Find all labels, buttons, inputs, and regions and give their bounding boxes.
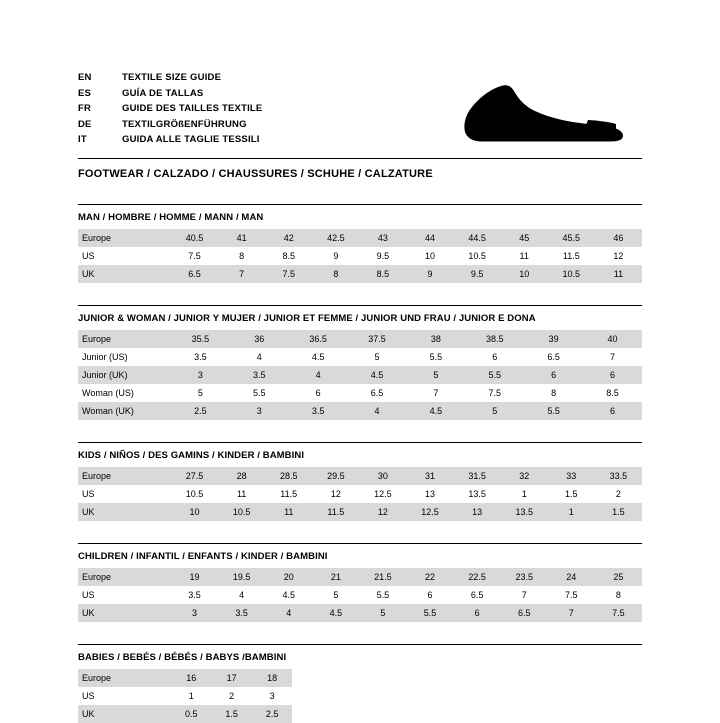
size-cell: 8 <box>551 388 557 398</box>
size-cell: 13.5 <box>501 503 548 521</box>
size-cell: 5.5 <box>253 388 266 398</box>
size-table-babies <box>78 669 292 723</box>
language-row <box>78 134 262 150</box>
size-cell: 44 <box>406 229 453 247</box>
size-cell: 25 <box>595 568 642 586</box>
size-cell: 35.5 <box>171 330 230 348</box>
size-cell: 30 <box>359 467 406 485</box>
section-babies <box>78 644 642 723</box>
size-cell: 27.5 <box>171 467 218 485</box>
row-label: Europe <box>78 330 171 348</box>
size-cell: 6 <box>315 388 321 398</box>
table-row <box>78 265 642 283</box>
size-cell: 2 <box>615 489 621 499</box>
size-cell: 7 <box>218 265 265 283</box>
size-cell: 13.5 <box>468 489 486 499</box>
size-cell: 8 <box>312 265 359 283</box>
size-cell: 7 <box>433 388 439 398</box>
size-table-body <box>78 467 642 521</box>
size-cell: 31.5 <box>454 467 501 485</box>
size-cell: 6.5 <box>470 590 484 600</box>
size-cell: 40 <box>583 330 642 348</box>
size-cell: 4.5 <box>312 604 359 622</box>
size-cell: 8.5 <box>359 265 406 283</box>
size-cell: 20 <box>265 568 312 586</box>
size-table-body <box>78 330 642 420</box>
size-cell: 6.5 <box>370 388 384 398</box>
language-label: TEXTILGRÖßENFÜHRUNG <box>122 118 247 130</box>
size-cell: 5 <box>197 388 203 398</box>
size-cell: 9.5 <box>454 265 501 283</box>
size-cell: 6 <box>492 352 498 362</box>
language-label: GUIDA ALLE TAGLIE TESSILI <box>122 134 260 145</box>
size-cell: 3.5 <box>289 402 348 420</box>
section-divider <box>78 543 642 544</box>
size-cell: 36.5 <box>289 330 348 348</box>
row-label: UK <box>78 503 171 521</box>
size-cell: 9 <box>406 265 453 283</box>
size-cell: 11.5 <box>312 503 359 521</box>
size-cell: 5.5 <box>524 402 583 420</box>
section-junior-woman <box>78 305 642 420</box>
size-cell: 3 <box>230 402 289 420</box>
size-cell: 45 <box>501 229 548 247</box>
size-cell: 10.5 <box>185 489 204 499</box>
row-label: US <box>82 251 95 261</box>
size-cell: 3.5 <box>218 604 265 622</box>
section-title: BABIES / BEBÉS / BÉBÉS / BABYS /BAMBINI <box>78 652 287 663</box>
row-label: US <box>82 590 95 600</box>
language-code: ES <box>78 87 92 99</box>
size-cell: 13 <box>425 489 436 499</box>
size-cell: 5 <box>407 366 466 384</box>
row-label: UK <box>78 604 171 622</box>
size-cell: 1.5 <box>211 705 251 723</box>
size-cell: 7.5 <box>488 388 502 398</box>
section-divider <box>78 442 642 443</box>
language-code: IT <box>78 134 87 145</box>
size-cell: 11.5 <box>562 251 580 261</box>
section-divider <box>78 644 642 645</box>
size-table-man <box>78 229 642 283</box>
size-cell: 19 <box>171 568 218 586</box>
row-label: US <box>82 691 95 701</box>
row-label: Europe <box>78 467 171 485</box>
size-cell: 6.5 <box>501 604 548 622</box>
section-title: KIDS / NIÑOS / DES GAMINS / KINDER / BAMBINI <box>78 450 305 461</box>
size-cell: 5 <box>374 352 380 362</box>
size-cell: 16 <box>171 669 211 687</box>
row-label: Europe <box>78 568 171 586</box>
row-label: UK <box>78 705 171 723</box>
section-divider <box>78 204 642 205</box>
size-cell: 10 <box>171 503 218 521</box>
size-cell: 10.5 <box>468 251 486 261</box>
section-divider <box>78 305 642 306</box>
size-cell: 42.5 <box>312 229 359 247</box>
size-cell: 43 <box>359 229 406 247</box>
row-label: Junior (US) <box>82 352 128 362</box>
size-cell: 11 <box>265 503 312 521</box>
section-man <box>78 204 642 283</box>
language-row <box>78 119 262 135</box>
size-cell: 4 <box>256 352 262 362</box>
row-label: Europe <box>78 669 171 687</box>
language-code: DE <box>78 118 92 130</box>
table-row <box>78 247 642 265</box>
size-cell: 12 <box>359 503 406 521</box>
size-cell: 21.5 <box>359 568 406 586</box>
size-cell: 39 <box>524 330 583 348</box>
size-cell: 5 <box>359 604 406 622</box>
size-cell: 10.5 <box>218 503 265 521</box>
size-table-kids <box>78 467 642 521</box>
row-label: UK <box>78 265 171 283</box>
page-title: FOOTWEAR / CALZADO / CHAUSSURES / SCHUHE / CALZATURE <box>78 167 433 180</box>
size-cell: 12 <box>613 251 624 261</box>
size-cell: 32 <box>501 467 548 485</box>
size-cell: 12 <box>330 489 341 499</box>
page-header <box>78 72 642 182</box>
row-label: Woman (US) <box>82 388 134 398</box>
size-cell: 7 <box>521 590 527 600</box>
language-code: FR <box>78 103 92 114</box>
size-cell: 3 <box>171 366 230 384</box>
size-cell: 10 <box>425 251 436 261</box>
size-cell: 9.5 <box>376 251 390 261</box>
size-cell: 19.5 <box>218 568 265 586</box>
size-cell: 12.5 <box>406 503 453 521</box>
size-cell: 31 <box>406 467 453 485</box>
size-table-body <box>78 568 642 622</box>
section-children <box>78 543 642 622</box>
size-cell: 3.5 <box>194 352 207 362</box>
table-row <box>78 485 642 503</box>
size-cell: 33.5 <box>595 467 642 485</box>
size-cell: 46 <box>595 229 642 247</box>
size-cell: 3 <box>171 604 218 622</box>
size-cell: 23.5 <box>501 568 548 586</box>
size-cell: 5.5 <box>376 590 390 600</box>
row-label: Woman (UK) <box>78 402 171 420</box>
section-kids <box>78 442 642 521</box>
size-cell: 2.5 <box>252 705 292 723</box>
size-cell: 11 <box>595 265 642 283</box>
size-cell: 21 <box>312 568 359 586</box>
size-cell: 4.5 <box>348 366 407 384</box>
table-row <box>78 503 642 521</box>
size-cell: 4.5 <box>407 402 466 420</box>
size-cell: 36 <box>230 330 289 348</box>
size-cell: 5 <box>465 402 524 420</box>
size-cell: 0.5 <box>171 705 211 723</box>
size-cell: 12.5 <box>374 489 392 499</box>
size-cell: 41 <box>218 229 265 247</box>
size-cell: 3.5 <box>230 366 289 384</box>
size-cell: 4 <box>265 604 312 622</box>
size-cell: 5.5 <box>406 604 453 622</box>
size-cell: 33 <box>548 467 595 485</box>
size-cell: 11.5 <box>280 489 298 499</box>
size-cell: 11 <box>519 251 529 261</box>
size-cell: 6 <box>583 366 642 384</box>
size-cell: 8 <box>615 590 621 600</box>
table-row <box>78 705 292 723</box>
language-label: GUÍA DE TALLAS <box>122 87 204 99</box>
size-cell: 8.5 <box>606 388 619 398</box>
size-cell: 4 <box>348 402 407 420</box>
table-row <box>78 467 642 485</box>
section-title: CHILDREN / INFANTIL / ENFANTS / KINDER / BAMBINI <box>78 551 328 562</box>
language-label: TEXTILE SIZE GUIDE <box>122 72 222 83</box>
size-cell: 3 <box>269 691 275 701</box>
size-cell: 13 <box>454 503 501 521</box>
size-cell: 18 <box>252 669 292 687</box>
section-title: MAN / HOMBRE / HOMME / MANN / MAN <box>78 212 264 223</box>
size-cell: 7 <box>548 604 595 622</box>
row-label: US <box>82 489 95 499</box>
size-cell: 28 <box>218 467 265 485</box>
size-cell: 4.5 <box>282 590 295 600</box>
table-row <box>78 586 642 604</box>
language-row <box>78 72 262 88</box>
size-cell: 6.5 <box>547 352 560 362</box>
size-cell: 4 <box>239 590 245 600</box>
size-cell: 5.5 <box>465 366 524 384</box>
language-code: EN <box>78 72 92 83</box>
size-cell: 8 <box>239 251 245 261</box>
section-title: JUNIOR & WOMAN / JUNIOR Y MUJER / JUNIOR ET FEMME / JUNIOR UND FRAU / JUNIOR E DONA <box>78 313 536 324</box>
size-cell: 29.5 <box>312 467 359 485</box>
language-label: GUIDE DES TAILLES TEXTILE <box>122 103 263 114</box>
size-table-body <box>78 669 292 723</box>
size-cell: 7.5 <box>595 604 642 622</box>
size-cell: 7.5 <box>188 251 201 261</box>
size-cell: 10.5 <box>548 265 595 283</box>
size-cell: 6 <box>454 604 501 622</box>
size-cell: 1.5 <box>595 503 642 521</box>
table-row <box>78 669 292 687</box>
size-cell: 44.5 <box>454 229 501 247</box>
language-title-body <box>78 72 262 150</box>
size-cell: 2.5 <box>171 402 230 420</box>
size-cell: 7 <box>610 352 616 362</box>
size-cell: 45.5 <box>548 229 595 247</box>
size-cell: 7.5 <box>265 265 312 283</box>
size-cell: 22 <box>406 568 453 586</box>
size-cell: 4 <box>289 366 348 384</box>
size-cell: 1 <box>188 691 194 701</box>
size-cell: 7.5 <box>565 590 578 600</box>
size-cell: 1 <box>521 489 527 499</box>
size-cell: 38.5 <box>465 330 524 348</box>
size-cell: 6 <box>427 590 433 600</box>
size-cell: 6 <box>524 366 583 384</box>
row-label: Europe <box>78 229 171 247</box>
size-table-body <box>78 229 642 283</box>
table-row <box>78 330 642 348</box>
language-title-list <box>78 72 262 150</box>
size-cell: 1.5 <box>565 489 578 499</box>
row-label: Junior (UK) <box>78 366 171 384</box>
size-cell: 6 <box>583 402 642 420</box>
size-table-children <box>78 568 642 622</box>
size-cell: 8.5 <box>282 251 295 261</box>
table-row <box>78 348 642 366</box>
language-row <box>78 88 262 104</box>
size-cell: 24 <box>548 568 595 586</box>
table-row <box>78 229 642 247</box>
size-cell: 38 <box>407 330 466 348</box>
size-cell: 5 <box>333 590 339 600</box>
size-table-junior-woman <box>78 330 642 420</box>
size-cell: 42 <box>265 229 312 247</box>
size-cell: 2 <box>229 691 235 701</box>
size-cell: 11 <box>236 489 247 499</box>
table-row <box>78 604 642 622</box>
table-row <box>78 402 642 420</box>
size-cell: 4.5 <box>311 352 325 362</box>
size-cell: 22.5 <box>454 568 501 586</box>
table-row <box>78 384 642 402</box>
size-cell: 6.5 <box>171 265 218 283</box>
size-cell: 40.5 <box>171 229 218 247</box>
table-row <box>78 568 642 586</box>
language-row <box>78 103 262 119</box>
size-cell: 9 <box>333 251 339 261</box>
table-row <box>78 366 642 384</box>
size-cell: 5.5 <box>429 352 443 362</box>
size-cell: 17 <box>211 669 251 687</box>
size-cell: 28.5 <box>265 467 312 485</box>
table-row <box>78 687 292 705</box>
size-cell: 3.5 <box>188 590 201 600</box>
size-cell: 1 <box>548 503 595 521</box>
dress-shoe-icon <box>458 80 628 150</box>
size-cell: 10 <box>501 265 548 283</box>
size-cell: 37.5 <box>348 330 407 348</box>
